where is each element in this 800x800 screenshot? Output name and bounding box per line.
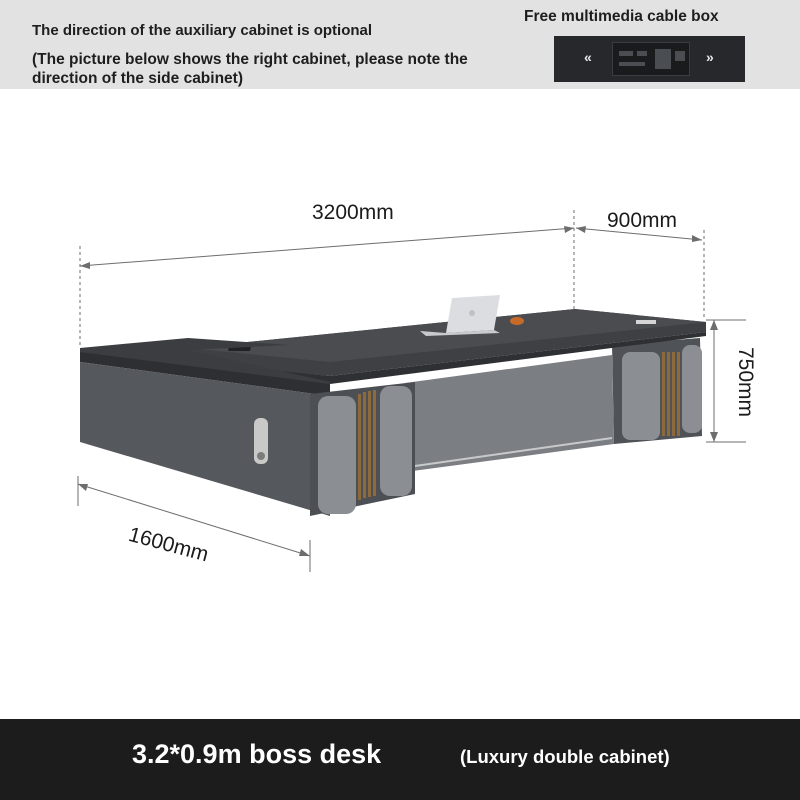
height-label: 750mm bbox=[734, 347, 757, 418]
cabinet-direction-note: The direction of the auxiliary cabinet is optional bbox=[32, 22, 373, 39]
cable-grommet-icon bbox=[636, 320, 656, 324]
cabinet-direction-detail: (The picture below shows the right cabinet, please note the direction of the side cabinet) bbox=[32, 51, 468, 87]
product-subtitle: (Luxury double cabinet) bbox=[460, 746, 670, 767]
cable-box-label: Free multimedia cable box bbox=[524, 8, 719, 25]
side-length-label: 1600mm bbox=[126, 523, 211, 567]
arrow-left-icon: « bbox=[584, 49, 592, 65]
product-title: 3.2*0.9m boss desk bbox=[132, 739, 382, 769]
left-cabinet bbox=[80, 362, 415, 516]
arrow-right-icon: » bbox=[706, 49, 714, 65]
right-cabinet-panel bbox=[622, 352, 660, 440]
right-cabinet bbox=[612, 338, 702, 444]
bottom-title-banner bbox=[0, 719, 800, 800]
length-label: 3200mm bbox=[312, 201, 394, 224]
depth-label: 900mm bbox=[607, 209, 678, 232]
length-dimension-line bbox=[80, 228, 574, 266]
left-cabinet-panel bbox=[318, 396, 356, 514]
modesty-panel bbox=[405, 355, 614, 472]
cup-icon bbox=[510, 317, 524, 325]
